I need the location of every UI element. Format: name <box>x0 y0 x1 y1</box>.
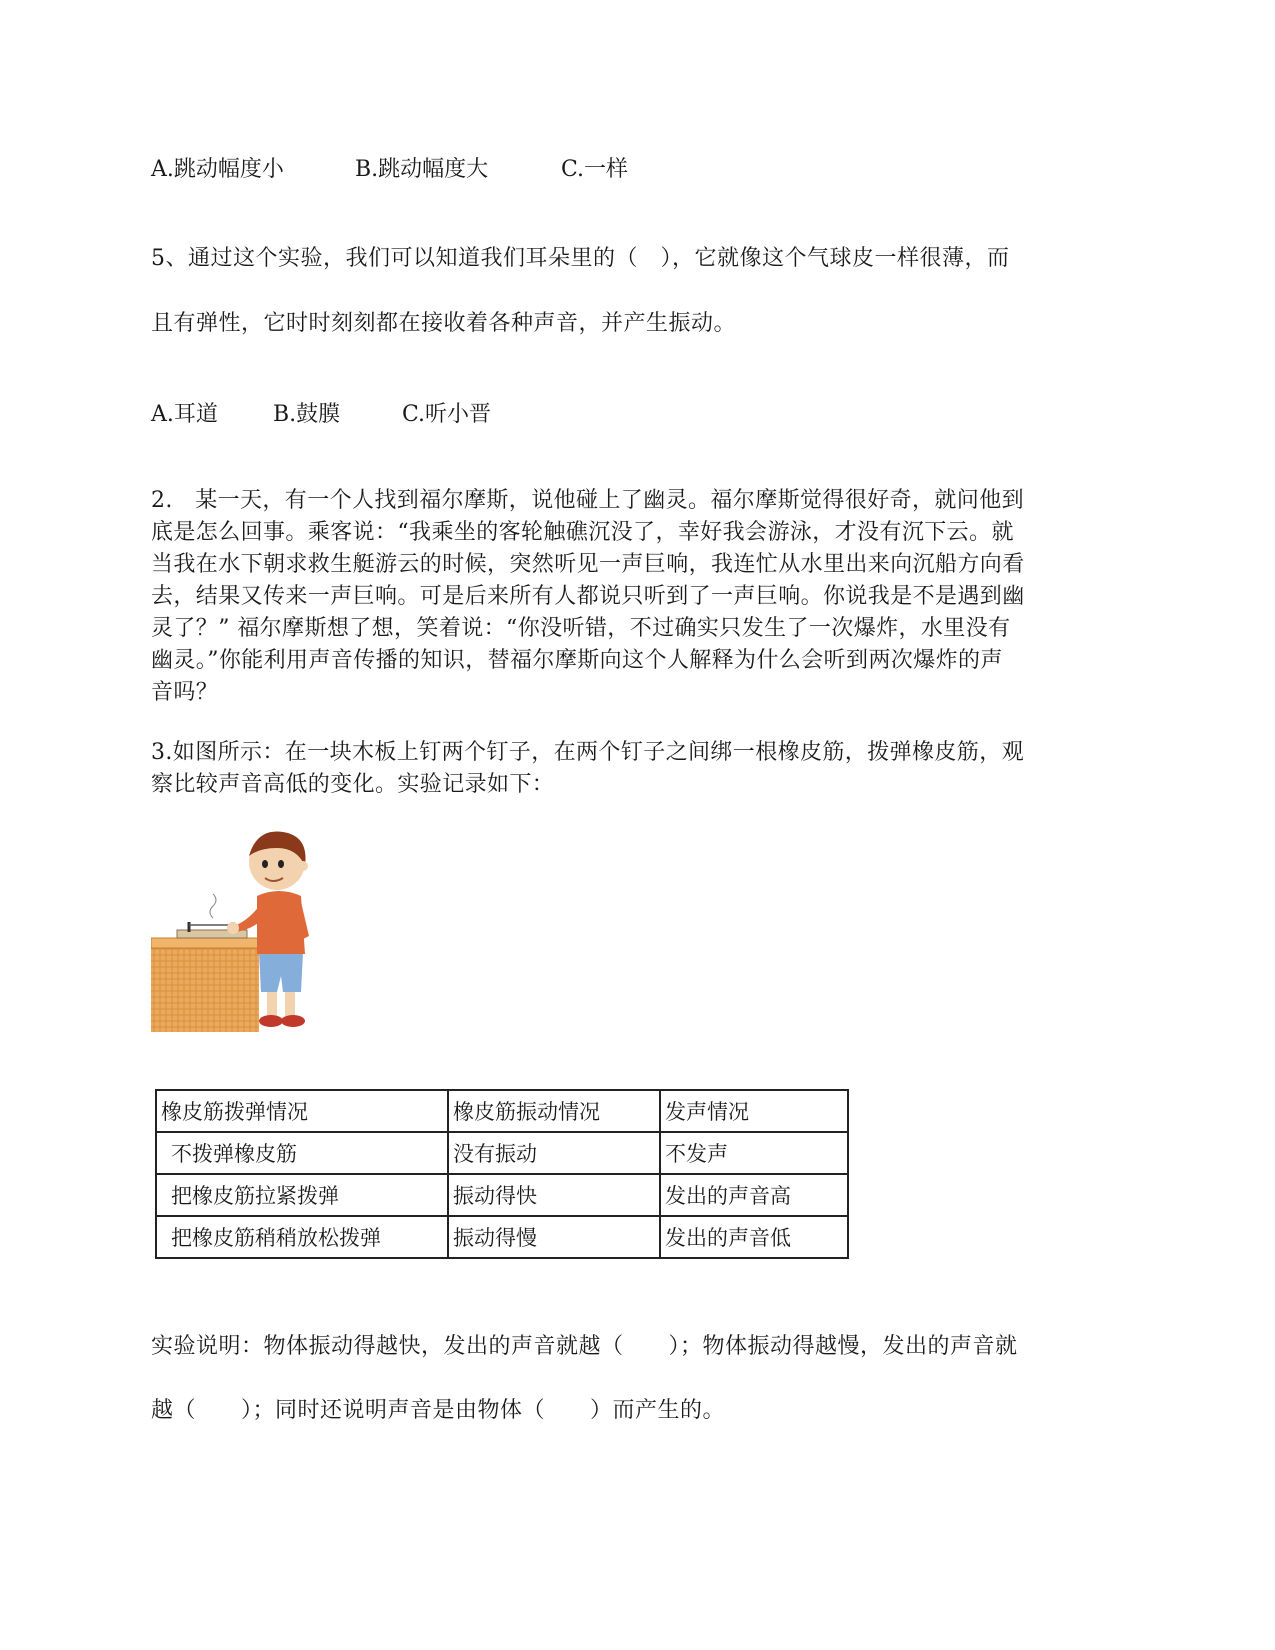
q5-option-b: B.鼓膜 <box>273 402 341 427</box>
table-row <box>156 1174 848 1216</box>
q2-line: 灵了？” 福尔摩斯想了想，笑着说：“你没听错，不过确实只发生了一次爆炸，水里没有 <box>151 616 1011 641</box>
table-cell: 不拨弹橡皮筋 <box>156 1132 448 1174</box>
q2-line: 音吗？ <box>151 680 219 705</box>
q5-option-a: A.耳道 <box>151 402 218 427</box>
q5-question-line-2: 且有弹性，它时时刻刻都在接收着各种声音，并产生振动。 <box>151 311 737 336</box>
table-cell: 振动得慢 <box>448 1216 660 1258</box>
table-header-row <box>156 1090 848 1132</box>
boy-plucking-rubber-band-illustration <box>151 826 313 1032</box>
q5-option-c: C.听小晋 <box>402 402 492 427</box>
q2-line: 幽灵。”你能利用声音传播的知识，替福尔摩斯向这个人解释为什么会听到两次爆炸的声 <box>151 648 1003 673</box>
table-cell: 把橡皮筋稍稍放松拨弹 <box>156 1216 448 1258</box>
q5-question-line-1: 5、通过这个实验，我们可以知道我们耳朵里的（ ），它就像这个气球皮一样很薄，而 <box>151 246 1010 271</box>
table-cell: 没有振动 <box>448 1132 660 1174</box>
q3-line: 3.如图所示：在一块木板上钉两个钉子，在两个钉子之间绑一根橡皮筋，拨弹橡皮筋，观 <box>151 740 1024 765</box>
q3-line: 察比较声音高低的变化。实验记录如下： <box>151 772 555 797</box>
table-cell: 不发声 <box>660 1132 848 1174</box>
q4-option-c: C.一样 <box>561 157 629 182</box>
q2-line: 去，结果又传来一声巨响。可是后来所有人都说只听到了一声巨响。你说我是不是遇到幽 <box>151 584 1025 609</box>
table-row <box>156 1216 848 1258</box>
q4-option-a: A.跳动幅度小 <box>151 157 284 182</box>
q2-paragraph <box>151 485 1126 709</box>
table-cell: 发出的声音低 <box>660 1216 848 1258</box>
table-cell: 把橡皮筋拉紧拨弹 <box>156 1174 448 1216</box>
table-header-cell: 发声情况 <box>660 1090 848 1132</box>
table-header-cell: 橡皮筋拨弹情况 <box>156 1090 448 1132</box>
q2-line: 2. 某一天，有一个人找到福尔摩斯，说他碰上了幽灵。福尔摩斯觉得很好奇，就问他到 <box>151 488 1024 513</box>
q2-line: 底是怎么回事。乘客说：“我乘坐的客轮触礁沉没了，幸好我会游泳，才没有沉下云。就 <box>151 520 1014 545</box>
table-header-cell: 橡皮筋振动情况 <box>448 1090 660 1132</box>
experiment-explanation-line-2: 越（ ）；同时还说明声音是由物体（ ）而产生的。 <box>151 1398 726 1423</box>
experiment-record-table <box>155 1089 849 1259</box>
table-row <box>156 1132 848 1174</box>
experiment-explanation-line-1: 实验说明：物体振动得越快，发出的声音就越（ ）；物体振动得越慢，发出的声音就 <box>151 1334 1018 1359</box>
table-cell: 发出的声音高 <box>660 1174 848 1216</box>
table-cell: 振动得快 <box>448 1174 660 1216</box>
q3-paragraph <box>151 737 1126 801</box>
q2-line: 当我在水下朝求救生艇游云的时候，突然听见一声巨响，我连忙从水里出来向沉船方向看 <box>151 552 1025 577</box>
q4-option-b: B.跳动幅度大 <box>355 157 489 182</box>
